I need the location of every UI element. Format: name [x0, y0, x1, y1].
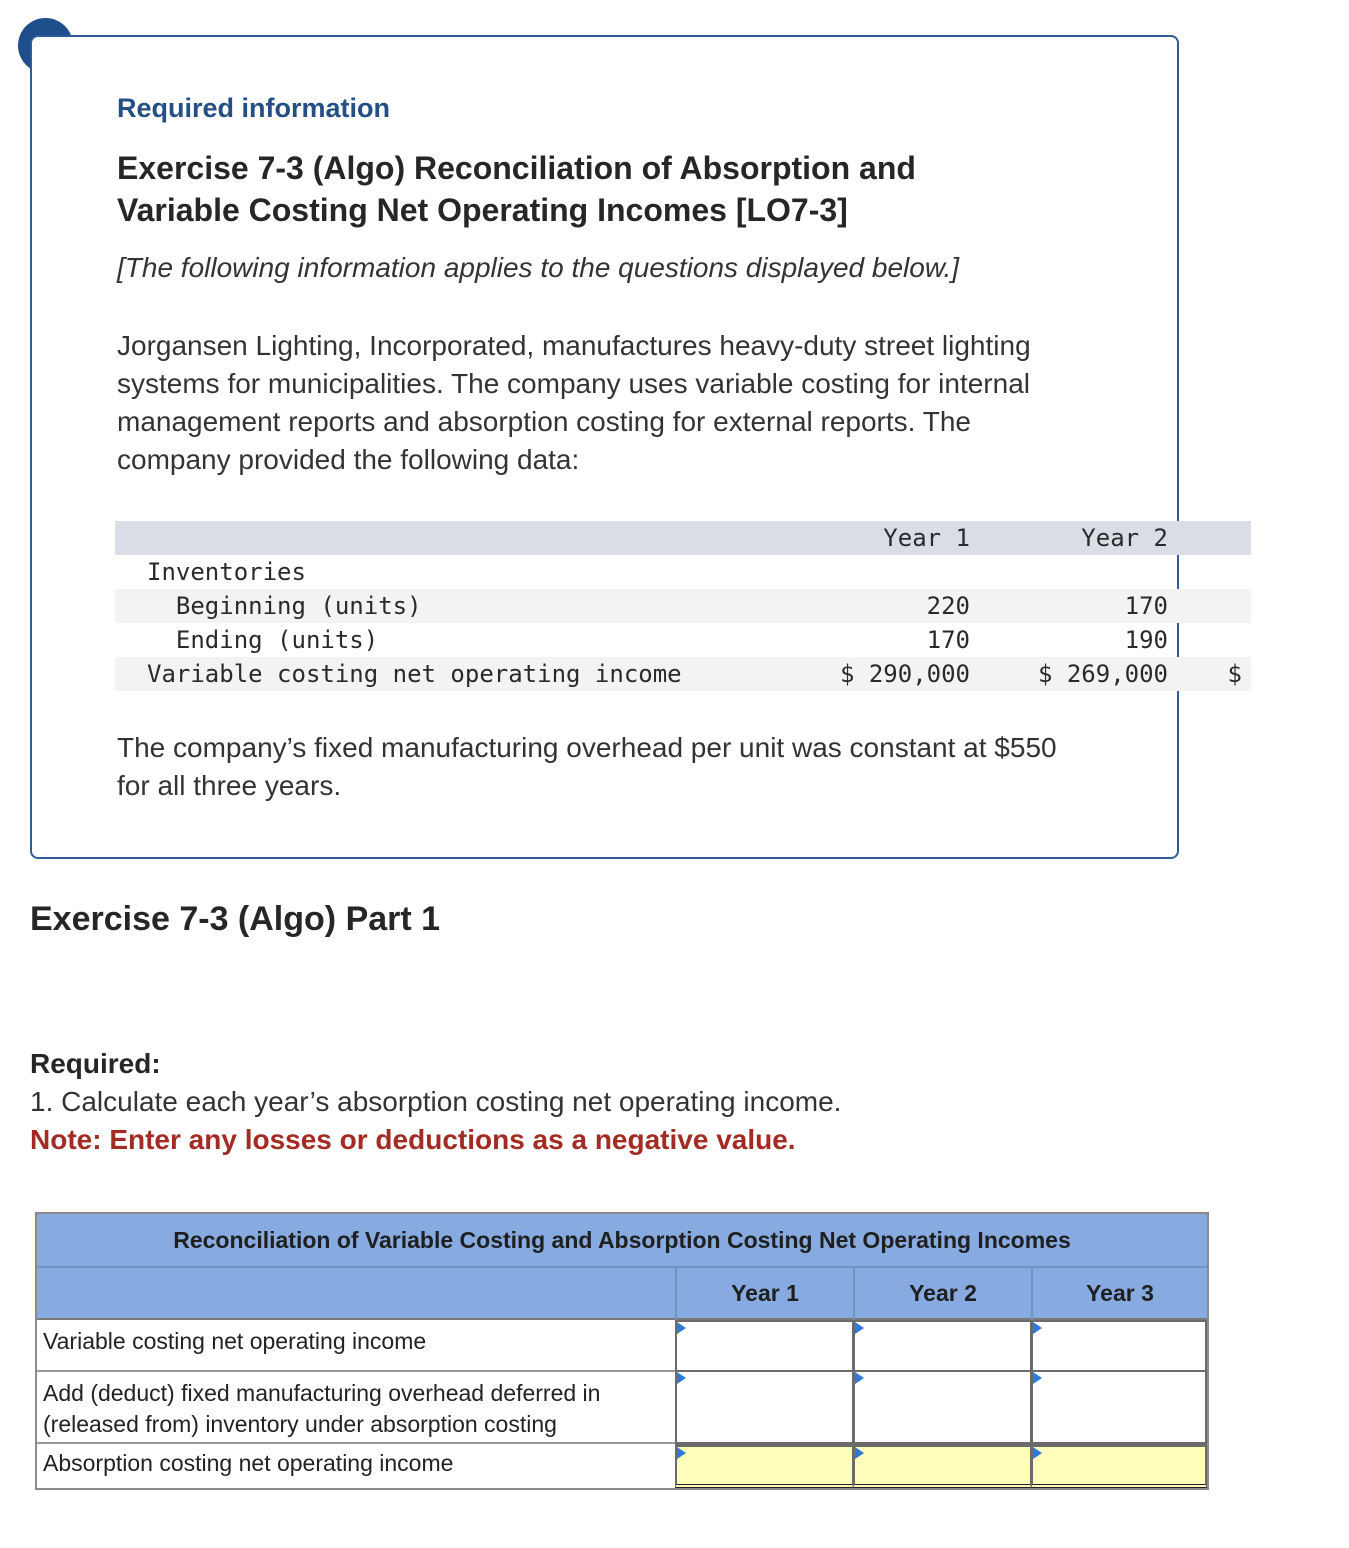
exercise-title: Exercise 7-3 (Algo) Reconciliation of Absorption and Variable Costing Net Operating Incomes [LO7-3]	[117, 150, 916, 228]
adjustment-year1-input[interactable]	[677, 1372, 852, 1442]
data-row-ending: Ending (units)	[147, 626, 379, 654]
input-marker-icon	[855, 1447, 864, 1459]
data-header-year2: Year 2	[1081, 524, 1168, 552]
applies-note: [The following information applies to the questions displayed below.]	[117, 252, 960, 283]
input-marker-icon	[1033, 1322, 1042, 1334]
vc-noi-year2-input[interactable]	[855, 1322, 1030, 1370]
required-information-panel	[30, 35, 1242, 859]
adjustment-year2-input[interactable]	[855, 1372, 1030, 1442]
ac-noi-year2-input[interactable]	[855, 1447, 1030, 1484]
required-information-label: Required information	[117, 93, 391, 123]
ac-noi-year1-cell[interactable]	[675, 1444, 853, 1488]
vc-noi-year1-input[interactable]	[677, 1322, 852, 1370]
input-marker-icon	[677, 1447, 686, 1459]
required-item: 1. Calculate each year’s absorption costing net operating income.	[30, 1086, 842, 1117]
ac-noi-year1-input[interactable]	[677, 1447, 852, 1484]
data-row-inventories: Inventories	[147, 558, 306, 586]
required-section	[30, 1045, 1130, 1159]
vc-noi-year1-cell[interactable]	[675, 1320, 853, 1372]
recon-row-label-adjustment: Add (deduct) fixed manufacturing overhead deferred in (released from) inventory under absorption costing	[37, 1372, 675, 1444]
input-marker-icon	[677, 1322, 686, 1334]
adjustment-year2-cell[interactable]	[853, 1372, 1031, 1444]
intro-paragraph: Jorgansen Lighting, Incorporated, manufactures heavy-duty street lighting systems for municipalities. The company uses variable costing for internal management reports and absorption costing for external reports. The company provided the following data:	[117, 330, 1031, 475]
input-marker-icon	[855, 1322, 864, 1334]
adjustment-year3-cell[interactable]	[1031, 1372, 1207, 1444]
vc-noi-year2: $ 269,000	[1037, 660, 1168, 688]
data-row-beginning: Beginning (units)	[147, 592, 422, 620]
vc-noi-year2-cell[interactable]	[853, 1320, 1031, 1372]
vc-noi-year1: $ 290,000	[839, 660, 970, 688]
required-note: Note: Enter any losses or deductions as a negative value.	[30, 1124, 796, 1155]
beginning-year1: 220	[926, 592, 970, 620]
reconciliation-title: Reconciliation of Variable Costing and Absorption Costing Net Operating Incomes	[37, 1214, 1207, 1268]
recon-header-year3: Year 3	[1031, 1268, 1207, 1320]
data-header-year1: Year 1	[883, 524, 970, 552]
ac-noi-year2-cell[interactable]	[853, 1444, 1031, 1488]
input-marker-icon	[1033, 1447, 1042, 1459]
recon-row-label-vc: Variable costing net operating income	[37, 1320, 675, 1372]
ending-year1: 170	[926, 626, 970, 654]
beginning-year2: 170	[1124, 592, 1168, 620]
ac-noi-year3-cell[interactable]	[1031, 1444, 1207, 1488]
ac-noi-year3-input[interactable]	[1033, 1447, 1205, 1484]
reconciliation-table	[35, 1212, 1209, 1490]
input-marker-icon	[677, 1372, 686, 1384]
overhead-paragraph: The company’s fixed manufacturing overhead per unit was constant at $550 for all three years.	[117, 732, 1057, 801]
input-marker-icon	[855, 1372, 864, 1384]
recon-header-year1: Year 1	[675, 1268, 853, 1320]
input-marker-icon	[1033, 1372, 1042, 1384]
recon-row-label-ac: Absorption costing net operating income	[43, 1450, 454, 1476]
vc-noi-year3-cell[interactable]	[1031, 1320, 1207, 1372]
ending-year2: 190	[1124, 626, 1168, 654]
adjustment-year1-cell[interactable]	[675, 1372, 853, 1444]
vc-noi-year3-cutoff: $	[1227, 660, 1242, 688]
adjustment-year3-input[interactable]	[1033, 1372, 1205, 1442]
recon-header-year2: Year 2	[853, 1268, 1031, 1320]
required-label: Required:	[30, 1048, 161, 1079]
data-row-vc-noi: Variable costing net operating income	[147, 660, 682, 688]
part-title: Exercise 7-3 (Algo) Part 1	[30, 900, 441, 938]
vc-noi-year3-input[interactable]	[1033, 1322, 1205, 1370]
